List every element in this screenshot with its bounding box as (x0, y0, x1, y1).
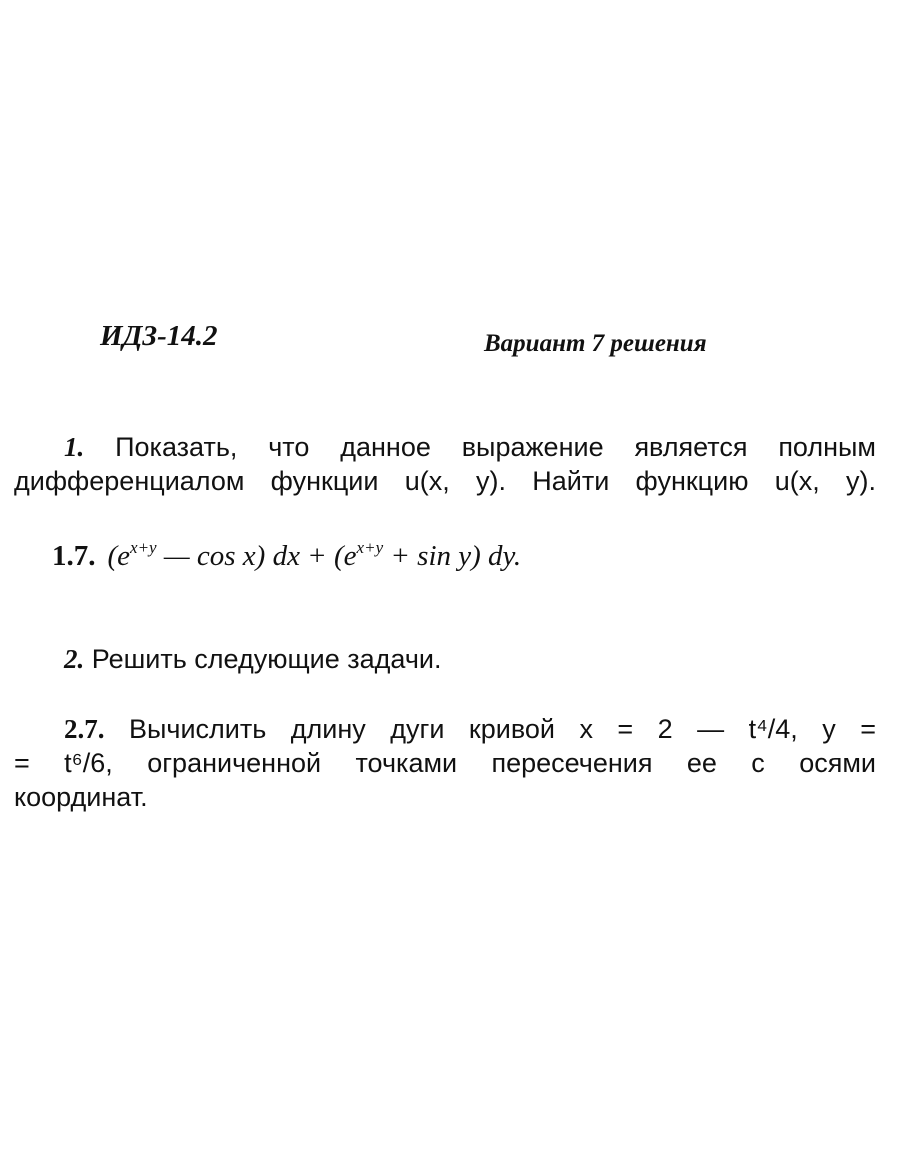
task-1-7-number: 1.7. (52, 540, 96, 572)
formula-part-1: (e (107, 540, 131, 572)
variant-title: Вариант 7 решения (484, 330, 707, 357)
task-2-7-line-2: = t⁶/6, ограниченной точками пересечения ее с осями (14, 748, 876, 778)
task-2-7-line-1 (14, 712, 876, 746)
assignment-title: ИДЗ-14.2 (100, 320, 218, 352)
task-2 (14, 642, 876, 676)
formula-exponent-2: x+y (356, 538, 384, 557)
task-1-7-formula (52, 540, 521, 573)
task-2-text: Решить следующие задачи. (91, 644, 442, 674)
task-1-number: 1. (64, 432, 85, 462)
formula-part-2: — cos x) dx + (e (156, 540, 357, 572)
task-1 (14, 430, 876, 498)
task-2-7 (14, 712, 876, 814)
formula-exponent-1: x+y (130, 538, 157, 557)
task-1-line-2: дифференциалом функции u(x, y). Найти функцию u(x, y). (14, 466, 876, 496)
task-2-7-number: 2.7. (64, 714, 105, 744)
task-1-text-1: Показать, что данное выражение является полным (115, 432, 876, 462)
task-1-line-1 (14, 430, 876, 464)
task-2-number: 2. (64, 644, 85, 674)
formula-part-3: + sin y) dy. (383, 540, 522, 572)
task-2-7-line-3: координат. (14, 782, 148, 812)
task-2-7-text-1: Вычислить длину дуги кривой x = 2 — t⁴/4, y = (128, 714, 876, 744)
task-2-line (14, 642, 876, 676)
